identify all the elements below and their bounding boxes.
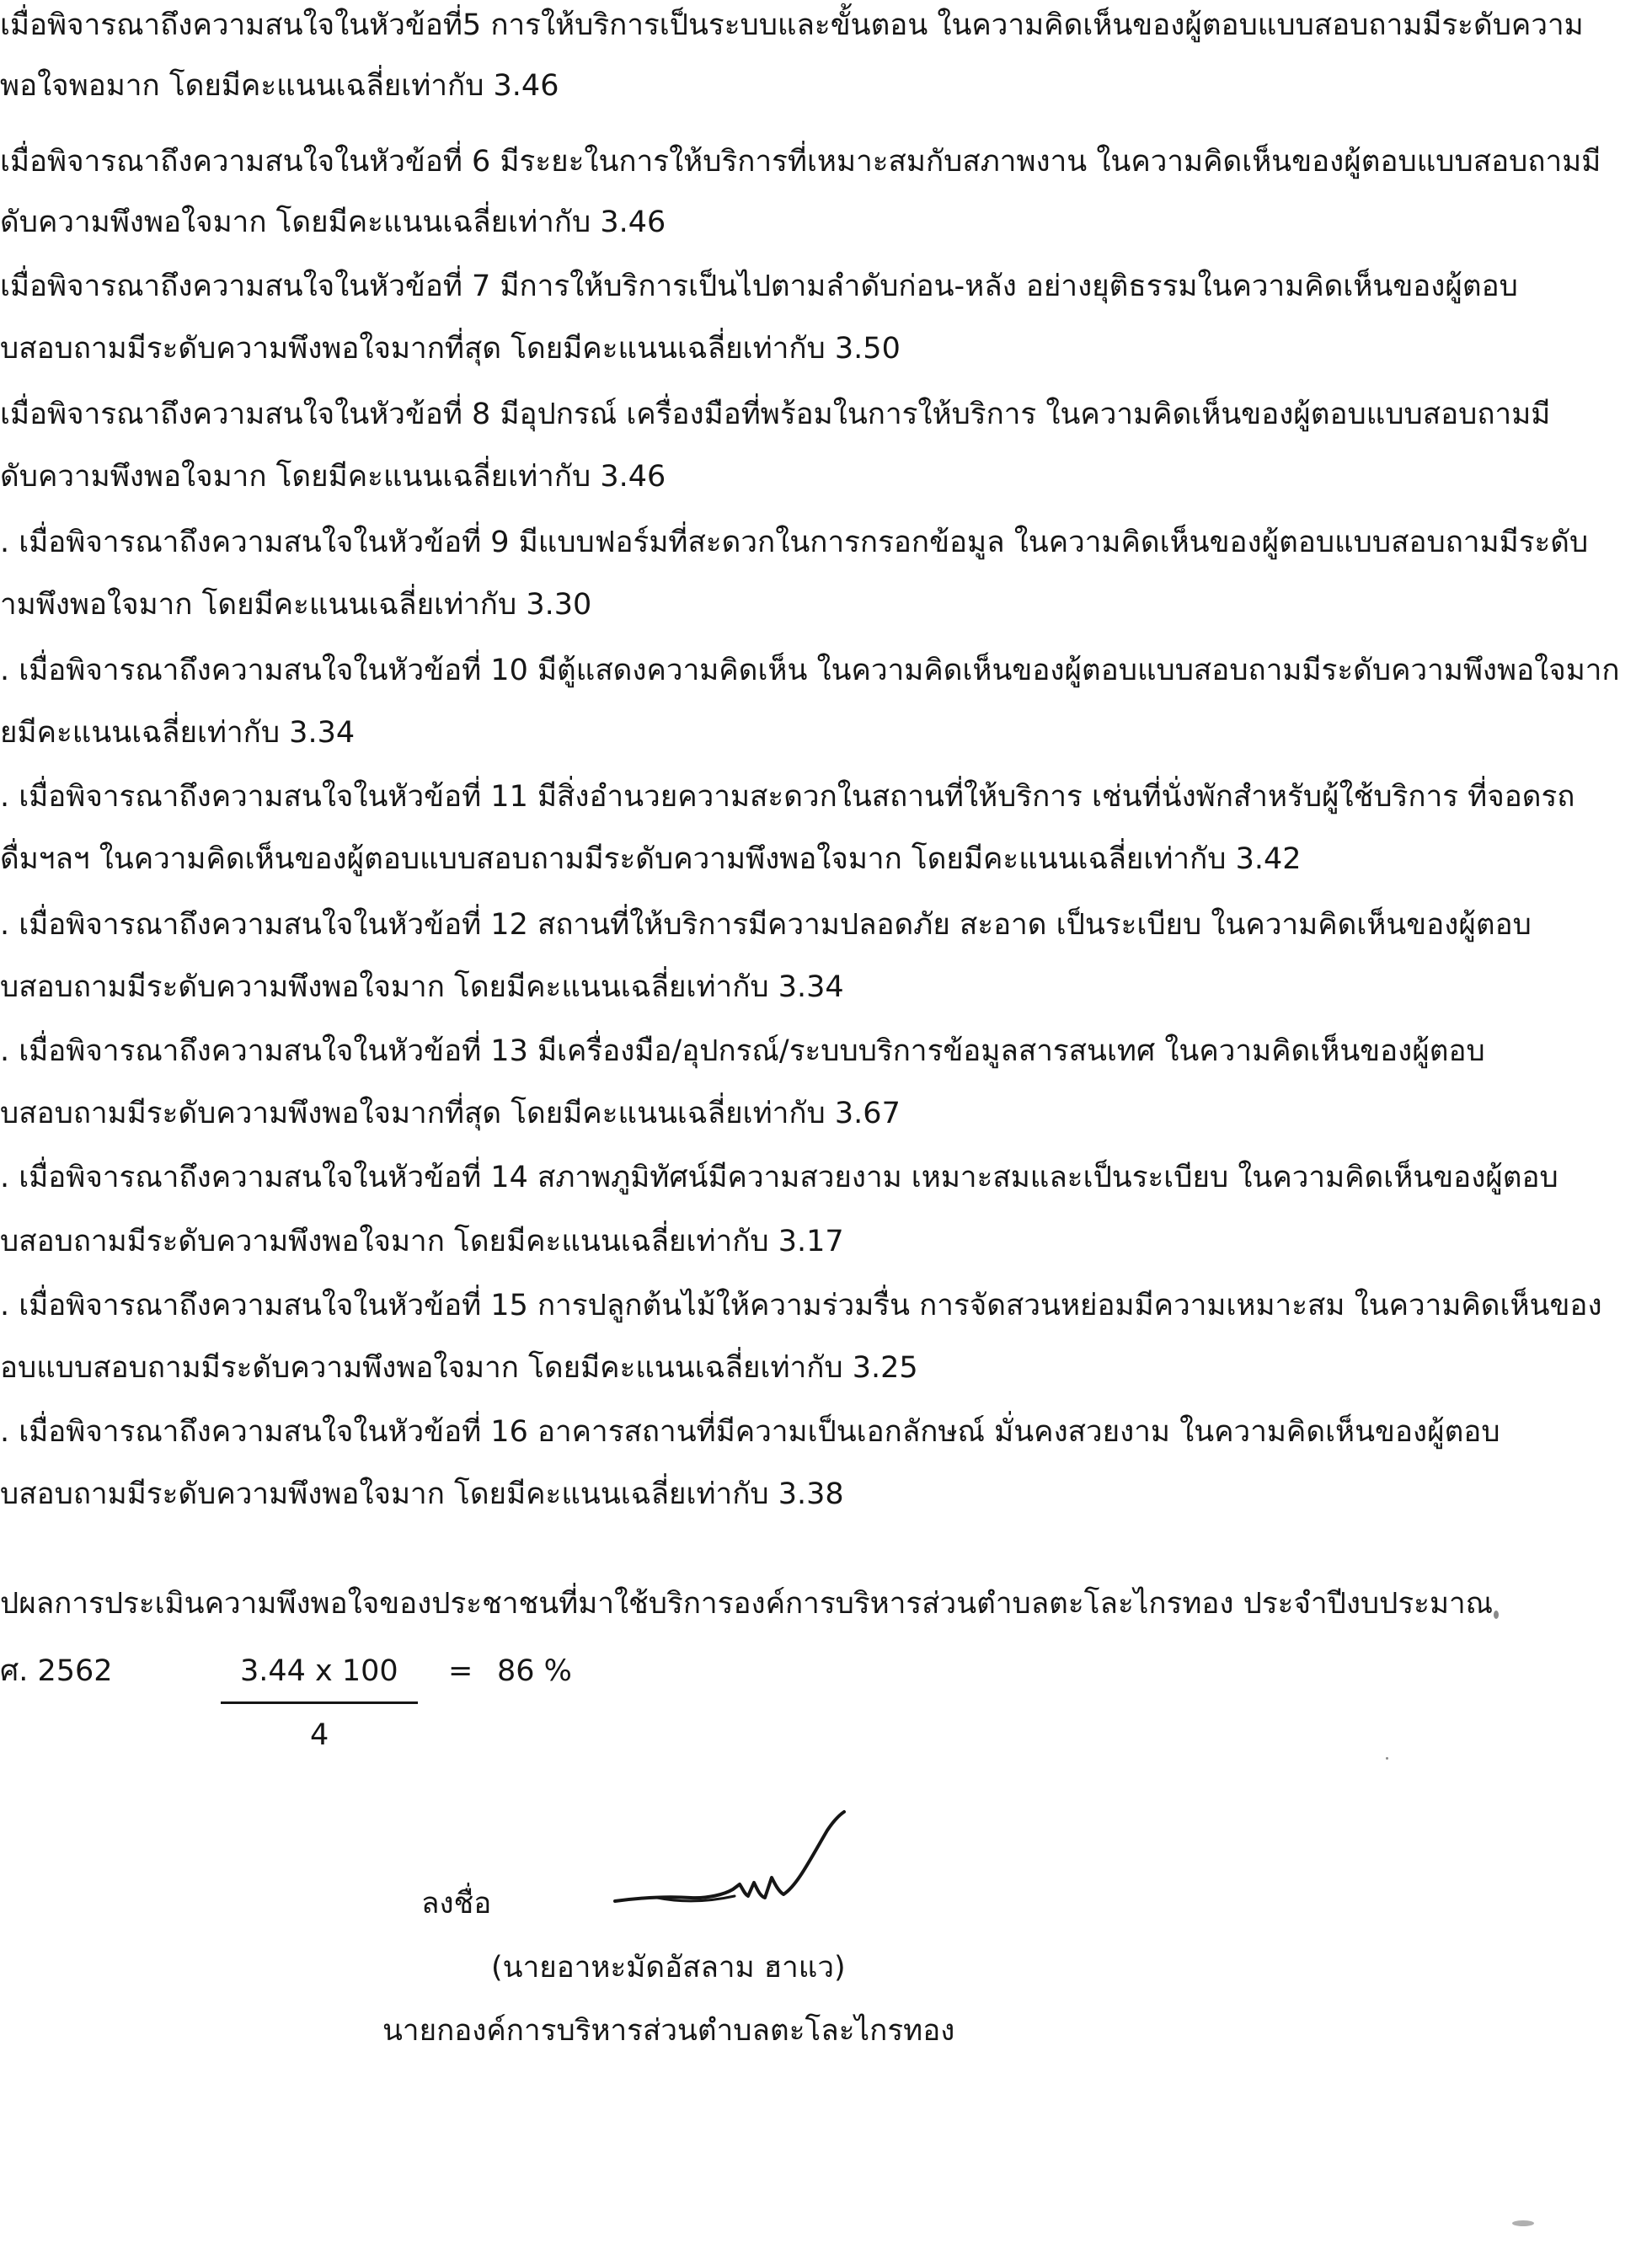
paragraph-13-line-2: บสอบถามมีระดับความพึงพอใจมากที่สุด โดยมีคะแนนเฉลี่ยเท่ากับ 3.67	[0, 1097, 901, 1130]
paragraph-5-line-2: พอใจพอมาก โดยมีคะแนนเฉลี่ยเท่ากับ 3.46	[0, 69, 559, 103]
paragraph-11-line-1: . เมื่อพิจารณาถึงความสนใจในหัวข้อที่ 11 มีสิ่งอำนวยความสะดวกในสถานที่ให้บริการ เช่นที่นั่งพักสำหรับผู้ใช้บริการ ที่จอดรถ	[0, 780, 1575, 814]
scan-speck	[1512, 2220, 1534, 2226]
paragraph-6-line-1: เมื่อพิจารณาถึงความสนใจในหัวข้อที่ 6 มีระยะในการให้บริการที่เหมาะสมกับสภาพงาน ในความคิดเห็นของผู้ตอบแบบสอบถามมี	[0, 145, 1601, 179]
paragraph-12-line-1: . เมื่อพิจารณาถึงความสนใจในหัวข้อที่ 12 สถานที่ให้บริการมีความปลอดภัย สะอาด เป็นระเบียบ ในความคิดเห็นของผู้ตอบ	[0, 908, 1532, 942]
signatory-position: นายกองค์การบริหารส่วนตำบลตะโละไกรทอง	[382, 2014, 955, 2048]
paragraph-14-line-1: . เมื่อพิจารณาถึงความสนใจในหัวข้อที่ 14 สภาพภูมิทัศน์มีความสวยงาม เหมาะสมและเป็นระเบียบ ในความคิดเห็นของผู้ตอบ	[0, 1161, 1558, 1194]
signatory-name: (นายอาหะมัดอัสลาม ฮาแว)	[491, 1951, 846, 1985]
paragraph-6-line-2: ดับความพึงพอใจมาก โดยมีคะแนนเฉลี่ยเท่ากับ 3.46	[0, 206, 666, 239]
formula-denominator: 4	[310, 1718, 329, 1752]
paragraph-15-line-1: . เมื่อพิจารณาถึงความสนใจในหัวข้อที่ 15 การปลูกต้นไม้ให้ความร่วมรื่น การจัดสวนหย่อมมีความเหมาะสม ในความคิดเห็นของ	[0, 1289, 1602, 1322]
paragraph-8-line-1: เมื่อพิจารณาถึงความสนใจในหัวข้อที่ 8 มีอุปกรณ์ เครื่องมือที่พร้อมในการให้บริการ ในความคิดเห็นของผู้ตอบแบบสอบถามมี	[0, 398, 1551, 431]
paragraph-15-line-2: อบแบบสอบถามมีระดับความพึงพอใจมาก โดยมีคะแนนเฉลี่ยเท่ากับ 3.25	[0, 1351, 918, 1385]
fiscal-year-label: ศ. 2562	[0, 1654, 113, 1688]
paragraph-13-line-1: . เมื่อพิจารณาถึงความสนใจในหัวข้อที่ 13 มีเครื่องมือ/อุปกรณ์/ระบบบริการข้อมูลสารสนเทศ ในความคิดเห็นของผู้ตอบ	[0, 1034, 1485, 1068]
paragraph-14-line-2: บสอบถามมีระดับความพึงพอใจมาก โดยมีคะแนนเฉลี่ยเท่ากับ 3.17	[0, 1225, 844, 1258]
paragraph-16-line-1: . เมื่อพิจารณาถึงความสนใจในหัวข้อที่ 16 อาคารสถานที่มีความเป็นเอกลักษณ์ มั่นคงสวยงาม ในความคิดเห็นของผู้ตอบ	[0, 1415, 1500, 1449]
sign-label: ลงชื่อ	[421, 1887, 492, 1920]
formula-result: 86 %	[497, 1654, 572, 1688]
paragraph-12-line-2: บสอบถามมีระดับความพึงพอใจมาก โดยมีคะแนนเฉลี่ยเท่ากับ 3.34	[0, 970, 844, 1004]
paragraph-10-line-1: . เมื่อพิจารณาถึงความสนใจในหัวข้อที่ 10 มีตู้แสดงความคิดเห็น ในความคิดเห็นของผู้ตอบแบบสอบถามมีระดับความพึงพอใจมาก	[0, 654, 1620, 687]
scan-speck	[1494, 1611, 1499, 1619]
paragraph-16-line-2: บสอบถามมีระดับความพึงพอใจมาก โดยมีคะแนนเฉลี่ยเท่ากับ 3.38	[0, 1477, 844, 1511]
formula-equals: =	[448, 1654, 473, 1688]
paragraph-9-line-2: ามพึงพอใจมาก โดยมีคะแนนเฉลี่ยเท่ากับ 3.30	[0, 588, 592, 622]
scan-speck	[1386, 1757, 1388, 1760]
paragraph-10-line-2: ยมีคะแนนเฉลี่ยเท่ากับ 3.34	[0, 716, 356, 750]
paragraph-7-line-1: เมื่อพิจารณาถึงความสนใจในหัวข้อที่ 7 มีการให้บริการเป็นไปตามลำดับก่อน-หลัง อย่างยุติธรรมในความคิดเห็นของผู้ตอบ	[0, 270, 1518, 303]
paragraph-7-line-2: บสอบถามมีระดับความพึงพอใจมากที่สุด โดยมีคะแนนเฉลี่ยเท่ากับ 3.50	[0, 332, 901, 366]
paragraph-9-line-1: . เมื่อพิจารณาถึงความสนใจในหัวข้อที่ 9 มีแบบฟอร์มที่สะดวกในการกรอกข้อมูล ในความคิดเห็นของผู้ตอบแบบสอบถามมีระดับ	[0, 526, 1589, 559]
paragraph-8-line-2: ดับความพึงพอใจมาก โดยมีคะแนนเฉลี่ยเท่ากับ 3.46	[0, 460, 666, 494]
formula-numerator: 3.44 x 100	[240, 1654, 398, 1688]
paragraph-5-line-1: เมื่อพิจารณาถึงความสนใจในหัวข้อที่5 การให้บริการเป็นระบบและขั้นตอน ในความคิดเห็นของผู้ตอบแบบสอบถามมีระดับความ	[0, 8, 1584, 42]
paragraph-11-line-2: ดื่มฯลฯ ในความคิดเห็นของผู้ตอบแบบสอบถามมีระดับความพึงพอใจมาก โดยมีคะแนนเฉลี่ยเท่ากับ 3.42	[0, 842, 1302, 876]
fraction-bar	[221, 1701, 418, 1704]
handwritten-signature	[607, 1790, 876, 1925]
summary-line: ปผลการประเมินความพึงพอใจของประชาชนที่มาใช้บริการองค์การบริหารส่วนตำบลตะโละไกรทอง ประจำปีงบประมาณ	[0, 1587, 1494, 1621]
